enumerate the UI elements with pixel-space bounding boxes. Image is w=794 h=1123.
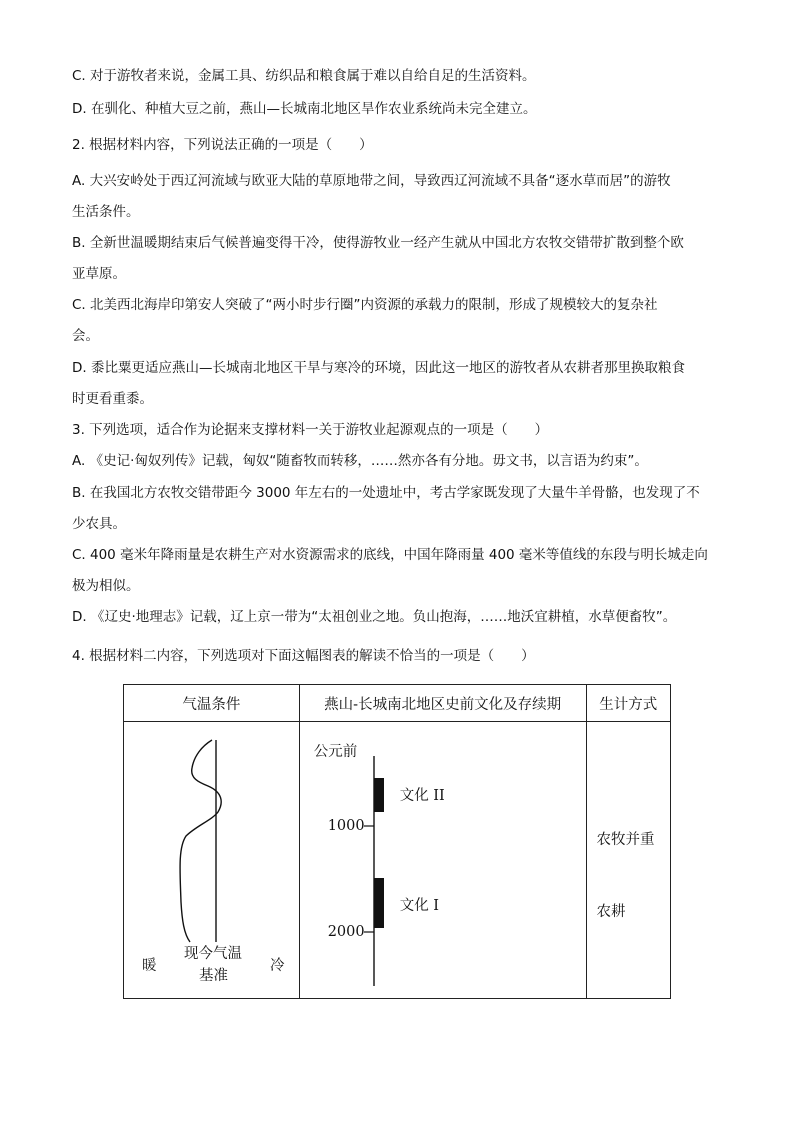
q2-option-c: C. 北美西北海岸印第安人突破了“两小时步行圈”内资源的承载力的限制，形成了规模较大的复杂社 (72, 297, 658, 313)
q2-option-d: D. 黍比粟更适应燕山—长城南北地区干旱与寒冷的环境，因此这一地区的游牧者从农耕者那里换取粮食 (72, 360, 685, 376)
q2-option-c-cont: 会。 (72, 328, 99, 344)
header-livelihood: 生计方式 (586, 685, 670, 722)
tick-1000: 1000 (327, 818, 365, 834)
header-culture: 燕山-长城南北地区史前文化及存续期 (299, 685, 586, 722)
option-c-q1: C. 对于游牧者来说，金属工具、纺织品和粮食属于难以自给自足的生活资料。 (72, 68, 536, 84)
figure-table (123, 684, 671, 999)
q2-option-d-cont: 时更看重黍。 (72, 391, 153, 407)
era-label: 公元前 (313, 744, 358, 760)
tick-2000: 2000 (327, 924, 365, 940)
q2-option-a-cont: 生活条件。 (72, 204, 140, 220)
header-temperature: 气温条件 (124, 685, 300, 722)
culture-2-label: 文化 II (399, 788, 445, 804)
cold-label: 冷 (270, 958, 285, 974)
timeline-axis (300, 722, 588, 998)
q2-option-a: A. 大兴安岭处于西辽河流域与欧亚大陆的草原地带之间，导致西辽河流域不具备“逐水草而居”的游牧 (72, 173, 671, 189)
option-d-q1: D. 在驯化、种植大豆之前，燕山—长城南北地区旱作农业系统尚未完全建立。 (72, 101, 537, 117)
q3-option-b-cont: 少农具。 (72, 516, 126, 532)
q3-option-a: A. 《史记·匈奴列传》记载，匈奴“随畜牧而转移，……然亦各有分地。毋文书，以言语为约束”。 (72, 453, 648, 469)
culture-1-label: 文化 I (399, 898, 440, 914)
timeline-cell (299, 722, 586, 999)
q2-option-b: B. 全新世温暖期结束后气候普遍变得干冷，使得游牧业一经产生就从中国北方农牧交错带扩散到整个欧 (72, 235, 684, 251)
baseline-label-2: 基准 (199, 968, 228, 984)
culture-1-bar (374, 878, 384, 928)
livelihood-cell (586, 722, 670, 999)
question-3: 3. 下列选项，适合作为论据来支撑材料一关于游牧业起源观点的一项是（ ） (72, 422, 549, 438)
q3-option-c: C. 400 毫米年降雨量是农耕生产对水资源需求的底线，中国年降雨量 400 毫米等值线的东段与明长城走向 (72, 547, 708, 563)
culture-2-bar (374, 778, 384, 812)
baseline-label-1: 现今气温 (184, 946, 242, 962)
question-4: 4. 根据材料二内容，下列选项对下面这幅图表的解读不恰当的一项是（ ） (72, 648, 535, 664)
q3-option-b: B. 在我国北方农牧交错带距今 3000 年左右的一处遗址中，考古学家既发现了大量牛羊骨骼，也发现了不 (72, 485, 700, 501)
q2-option-b-cont: 亚草原。 (72, 266, 126, 282)
q3-option-d: D. 《辽史·地理志》记载，辽上京一带为“太祖创业之地。负山抱海，……地沃宜耕植，水草便畜牧”。 (72, 609, 677, 625)
temperature-cell (124, 722, 300, 999)
livelihood-lower: 农耕 (596, 904, 626, 920)
warm-label: 暖 (142, 958, 157, 974)
q3-option-c-cont: 极为相似。 (72, 578, 140, 594)
livelihood-upper: 农牧并重 (596, 832, 655, 848)
question-2: 2. 根据材料内容，下列说法正确的一项是（ ） (72, 137, 373, 153)
